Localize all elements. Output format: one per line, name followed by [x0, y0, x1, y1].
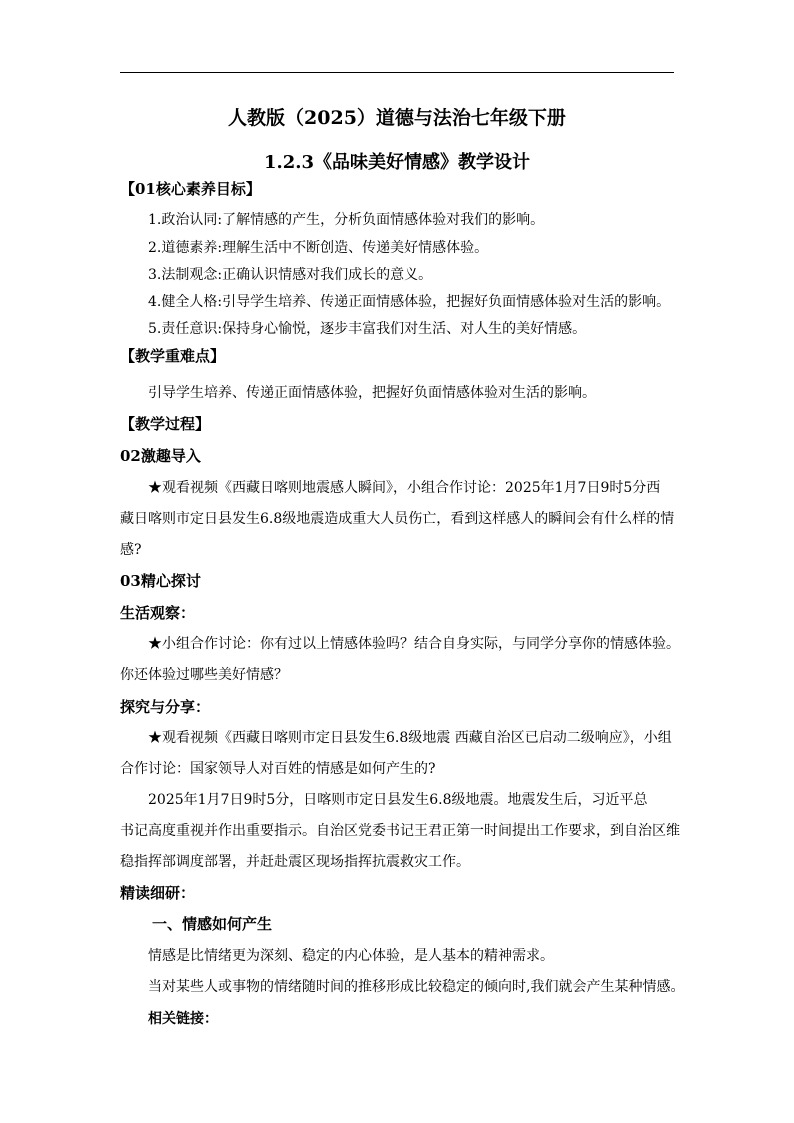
life-observation-heading: 生活观察：: [120, 604, 196, 622]
goal-item: 3.法制观念:正确认识情感对我们成长的意义。: [148, 267, 433, 283]
goal-item: 1.政治认同:了解情感的产生，分析负面情感体验对我们的影响。: [148, 212, 545, 228]
document-subtitle: 1.2.3《品味美好情感》教学设计: [263, 152, 531, 173]
share-heading: 探究与分享：: [120, 698, 211, 716]
part1-line: 当对某些人或事物的情绪随时间的推移形成比较稳定的倾向时,我们就会产生某种情感。: [148, 979, 685, 995]
goal-item: 5.责任意识:保持身心愉悦，逐步丰富我们对生活、对人生的美好情感。: [148, 321, 587, 337]
part1-heading: 一、情感如何产生: [152, 915, 273, 933]
read-heading: 精读细研：: [120, 884, 196, 902]
intro-line: ★观看视频《西藏日喀则地震感人瞬间》，小组合作讨论：2025年1月7日9时5分西: [148, 480, 661, 496]
intro-line: 藏日喀则市定日县发生6.8级地震造成重大人员伤亡，看到这样感人的瞬间会有什么样的情: [120, 511, 675, 527]
goal-item: 2.道德素养:理解生活中不断创造、传递美好情感体验。: [148, 240, 489, 256]
part1-line: 情感是比情绪更为深刻、稳定的内心体验，是人基本的精神需求。: [148, 948, 554, 964]
share-line: 合作讨论：国家领导人对百姓的情感是如何产生的?: [120, 761, 436, 777]
document-title: 人教版（2025）道德与法治七年级下册: [228, 107, 566, 129]
process-heading: 【教学过程】: [120, 415, 211, 433]
key-points-text: 引导学生培养、传递正面情感体验，把握好负面情感体验对生活的影响。: [148, 385, 596, 401]
goals-heading: 【01核心素养目标】: [120, 180, 261, 198]
related-links-heading: 相关链接：: [148, 1011, 218, 1027]
share-line: 2025年1月7日9时5分，日喀则市定日县发生6.8级地震。地震发生后，习近平总: [148, 792, 648, 808]
explore-heading: 03精心探讨: [120, 572, 201, 590]
intro-heading: 02激趣导入: [120, 447, 201, 465]
share-line: ★观看视频《西藏日喀则市定日县发生6.8级地震 西藏自治区已启动二级响应》，小组: [148, 730, 672, 746]
share-line: 书记高度重视并作出重要指示。自治区党委书记王君正第一时间提出工作要求，到自治区维: [120, 823, 680, 839]
share-line: 稳指挥部调度部署，并赶赴震区现场指挥抗震救灾工作。: [120, 854, 470, 870]
life-line: 你还体验过哪些美好情感？: [120, 667, 288, 683]
header-rule: [120, 72, 674, 73]
life-line: ★小组合作讨论：你有过以上情感体验吗？结合自身实际，与同学分享你的情感体验。: [148, 636, 680, 652]
goal-item: 4.健全人格:引导学生培养、传递正面情感体验，把握好负面情感体验对生活的影响。: [148, 294, 671, 310]
intro-line: 感?: [120, 542, 142, 558]
key-points-heading: 【教学重难点】: [120, 347, 226, 365]
